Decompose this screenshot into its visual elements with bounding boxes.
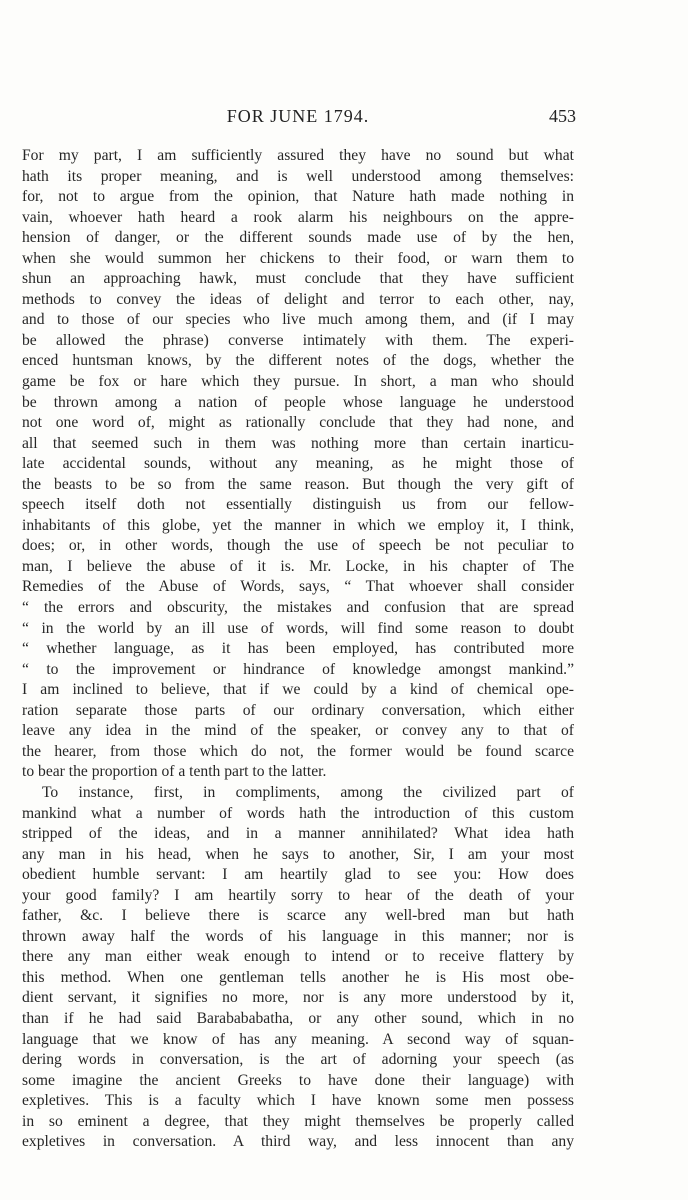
text-line: obedient humble servant: I am heartily glad to see you: How does [22,866,574,884]
text-line: speech itself doth not essentially distinguish us from our fellow- [22,496,574,514]
text-line: game be fox or hare which they pursue. In short, a man who should [22,373,574,391]
text-line: there any man either weak enough to intend or to receive flattery by [22,948,574,966]
text-line: all that seemed such in them was nothing more than certain inarticu- [22,434,574,452]
text-line: shun an approaching hawk, must conclude that they have sufficient [22,270,574,288]
text-line: for, not to argue from the opinion, that Nature hath made nothing in [22,188,574,206]
text-line: “ in the world by an ill use of words, will find some reason to doubt [22,619,574,637]
text-line: when she would summon her chickens to their food, or warn them to [22,249,574,267]
text-line: this method. When one gentleman tells another he is His most obe- [22,968,574,986]
text-line: dient servant, it signifies no more, nor is any more understood by it, [22,989,574,1007]
text-line: expletives in conversation. A third way, and less innocent than any [22,1133,574,1151]
text-line: the beasts to be so from the same reason. But though the very gift of [22,475,574,493]
text-line: I am inclined to believe, that if we could by a kind of chemical ope- [22,681,574,699]
text-line: “ whether language, as it has been employed, has contributed more [22,640,574,658]
text-line: language that we know of has any meaning. A second way of squan- [22,1030,574,1048]
text-line: “ the errors and obscurity, the mistakes and confusion that are spread [22,599,574,617]
text-line: hension of danger, or the different sounds made use of by the hen, [22,229,574,247]
text-line: ration separate those parts of our ordinary conversation, which either [22,701,574,719]
text-line: your good family? I am heartily sorry to hear of the death of your [22,886,574,904]
text-line: inhabitants of this globe, yet the manner in which we employ it, I think, [22,516,574,534]
text-line: leave any idea in the mind of the speaker, or convey any to that of [22,722,574,740]
text-line: late accidental sounds, without any meaning, as he might those of [22,455,574,473]
text-line: stripped of the ideas, and in a manner annihilated? What idea hath [22,825,574,843]
text-line: than if he had said Barabababatha, or any other sound, which in no [22,1009,574,1027]
text-line: To instance, first, in compliments, among the civilized part of [42,783,574,801]
text-line: man, I believe the abuse of it is. Mr. Locke, in his chapter of The [22,557,574,575]
running-head [22,106,574,132]
text-line: not one word of, might as rationally conclude that they had none, and [22,414,574,432]
text-line: be thrown among a nation of people whose language he understood [22,393,574,411]
page-number: 453 [549,106,576,126]
text-line: in so eminent a degree, that they might themselves be properly called [22,1112,574,1130]
text-line: For my part, I am sufficiently assured they have no sound but what [22,147,574,164]
text-line: some imagine the ancient Greeks to have done their language) with [22,1071,574,1089]
text-line: the hearer, from those which do not, the former would be found scarce [22,742,574,760]
body-text [22,146,574,1153]
text-line: enced huntsman knows, by the different notes of the dogs, whether the [22,352,574,370]
text-line: dering words in conversation, is the art of adorning your speech (as [22,1051,574,1069]
text-line: be allowed the phrase) converse intimately with them. The experi- [22,331,574,349]
text-line: father, &c. I believe there is scarce any well-bred man but hath [22,907,574,925]
text-line: expletives. This is a faculty which I have known some men possess [22,1092,574,1110]
text-line: methods to convey the ideas of delight and terror to each other, nay, [22,290,574,308]
text-line: to bear the proportion of a tenth part to the latter. [22,763,327,781]
running-title: FOR JUNE 1794. [226,106,370,126]
text-line: Remedies of the Abuse of Words, says, “ That whoever shall consider [22,578,574,596]
text-line: hath its proper meaning, and is well understood among themselves: [22,167,574,185]
text-line: any man in his head, when he says to another, Sir, I am your most [22,845,574,863]
text-line: and to those of our species who live much among them, and (if I may [22,311,574,329]
text-line: mankind what a number of words hath the introduction of this custom [22,804,574,822]
text-line: thrown away half the words of his language in this manner; nor is [22,927,574,945]
text-line: vain, whoever hath heard a rook alarm his neighbours on the appre- [22,208,574,226]
text-line: does; or, in other words, though the use of speech be not peculiar to [22,537,574,555]
text-line: “ to the improvement or hindrance of knowledge amongst mankind.” [22,660,574,678]
